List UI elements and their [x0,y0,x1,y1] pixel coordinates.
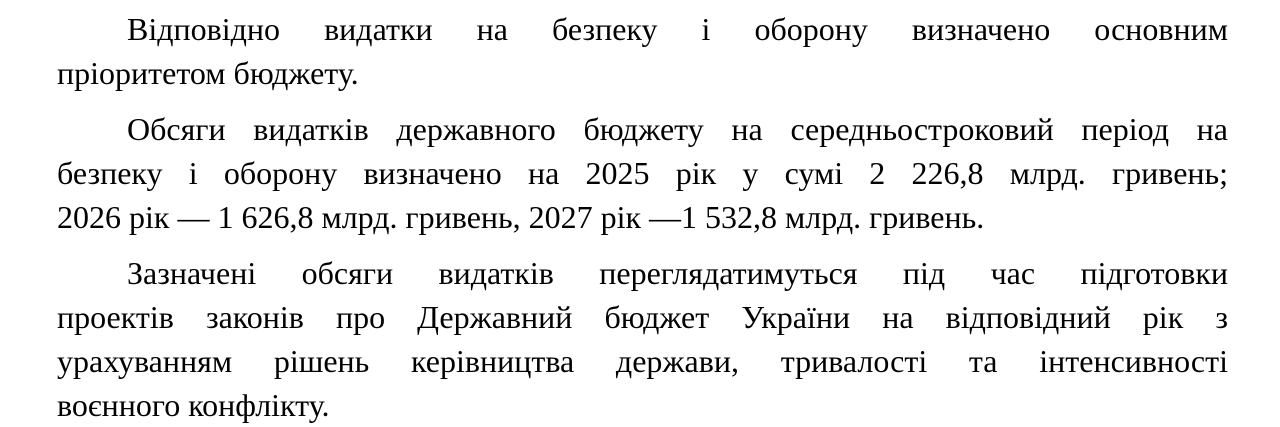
paragraph-line: Зазначені обсяги видатків переглядатимуться під час підготовки [127,255,1228,291]
paragraph-line: 2026 рік — 1 626,8 млрд. гривень, 2027 рік —1 532,8 млрд. гривень. [57,199,985,235]
paragraph-review-conditions [57,251,1228,427]
paragraph-line: воєнного конфлікту. [57,387,330,423]
paragraph-expenditure-amounts [57,107,1228,239]
paragraph-line: Відповідно видатки на безпеку і оборону визначено основним [127,11,1228,47]
paragraph-budget-priority [57,7,1228,95]
paragraph-line: безпеку і оборону визначено на 2025 рік у сумі 2 226,8 млрд. гривень; [57,155,1228,191]
paragraph-line: урахуванням рішень керівництва держави, тривалості та інтенсивності [57,343,1228,379]
paragraph-line: проектів законів про Державний бюджет України на відповідний рік з [57,299,1228,335]
paragraph-line: пріоритетом бюджету. [57,55,359,91]
paragraph-line: Обсяги видатків державного бюджету на середньостроковий період на [127,111,1228,147]
